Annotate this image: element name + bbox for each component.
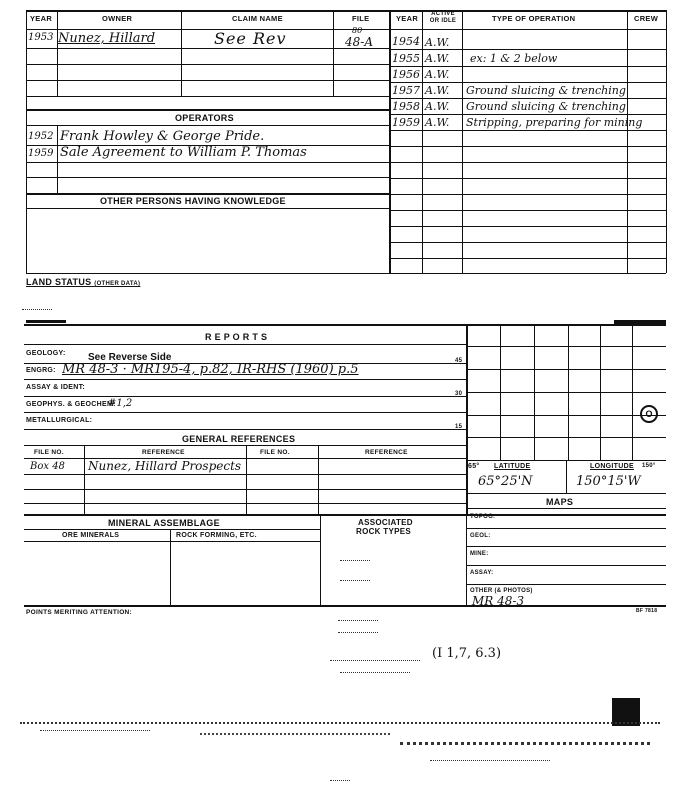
op-year: 1956 [392, 68, 420, 81]
ore-minerals-header: ORE MINERALS [62, 532, 120, 539]
engrg-label: ENGRG: [26, 367, 56, 374]
op-status: A.W. [425, 36, 450, 49]
associated-header: ASSOCIATED [358, 518, 413, 527]
header-active-idle: ACTIVE OR IDLE [429, 11, 457, 24]
longitude-deg: 150° [642, 463, 656, 469]
longitude-value: 150°15'W [576, 474, 641, 489]
operator-year: 1952 [28, 131, 54, 142]
reports-header: R E P O R T S [205, 332, 268, 342]
op-status: A.W. [425, 84, 450, 97]
header-claim-name: CLAIM NAME [232, 14, 283, 23]
op-year: 1957 [392, 84, 420, 97]
operator-year: 1959 [28, 148, 54, 159]
operators-header: OPERATORS [175, 113, 234, 123]
ref-file-no: Box 48 [30, 461, 65, 472]
ref-reference: Nunez, Hillard Prospects [88, 459, 242, 473]
geology-label: GEOLOGY: [26, 350, 66, 357]
header-owner: OWNER [102, 14, 133, 23]
geology-value: See Reverse Side [88, 352, 172, 363]
rock-types-header: ROCK TYPES [356, 527, 412, 536]
longitude-label: LONGITUDE [590, 463, 634, 470]
header-file: FILE [352, 14, 370, 23]
map-geol: GEOL: [470, 533, 491, 539]
header-year: YEAR [30, 14, 53, 23]
op-status: A.W. [425, 68, 450, 81]
other-persons-header: OTHER PERSONS HAVING KNOWLEDGE [100, 196, 286, 206]
map-topog: TOPOG: [470, 514, 496, 520]
op-type: Ground sluicing & trenching [466, 84, 626, 97]
map-mine: MINE: [470, 551, 489, 557]
geophys-label: GEOPHYS. & GEOCHEM: [26, 401, 116, 408]
scale-30: 30 [455, 391, 463, 397]
op-year: 1955 [392, 52, 420, 65]
mineral-assemblage-header: MINERAL ASSEMBLAGE [108, 518, 220, 528]
header-type-of-operation: TYPE OF OPERATION [492, 14, 576, 23]
map-other: OTHER (& PHOTOS) [470, 588, 533, 594]
latitude-value: 65°25'N [478, 474, 533, 489]
map-assay: ASSAY: [470, 570, 494, 576]
claim-year: 1953 [28, 32, 54, 43]
claim-name-value: See Rev [214, 29, 287, 48]
op-status: A.W. [425, 52, 450, 65]
circle-mark: O [640, 405, 658, 423]
reference-header: REFERENCE [142, 449, 185, 456]
reference-header-2: REFERENCE [365, 449, 408, 456]
operator-name: Frank Howley & George Pride. [60, 129, 265, 144]
handwritten-note: (I 1,7, 6.3) [432, 646, 502, 661]
form-number: BF 7818 [636, 608, 658, 614]
op-year: 1959 [392, 116, 420, 129]
maps-header: MAPS [546, 497, 574, 507]
latitude-deg: 65° [468, 463, 480, 470]
claim-file-top: 80 [352, 26, 363, 35]
claim-owner: Nunez, Hillard [58, 31, 156, 46]
file-no-header-2: FILE NO. [260, 449, 290, 456]
latitude-label: LATITUDE [494, 463, 531, 470]
op-status: A.W. [425, 116, 450, 129]
general-references-header: GENERAL REFERENCES [182, 434, 296, 444]
rock-forming-header: ROCK FORMING, ETC. [176, 532, 257, 539]
engrg-value: MR 48-3 · MR195-4, p.82, IR-RHS (1960) p.5 [62, 362, 359, 377]
scale-45: 45 [455, 358, 463, 364]
assay-label: ASSAY & IDENT: [26, 384, 86, 391]
op-type: ex: 1 & 2 below [470, 52, 558, 65]
metallurgical-label: METALLURGICAL: [26, 417, 93, 424]
op-year: 1958 [392, 100, 420, 113]
points-meriting-attention-label: POINTS MERITING ATTENTION: [26, 609, 133, 616]
header-year-right: YEAR [396, 14, 419, 23]
geophys-value: #1,2 [108, 398, 133, 409]
op-type: Stripping, preparing for mining [466, 116, 643, 129]
operator-name: Sale Agreement to William P. Thomas [60, 145, 307, 160]
op-type: Ground sluicing & trenching [466, 100, 626, 113]
op-year: 1954 [392, 35, 420, 48]
claim-file: 48-A [345, 35, 373, 49]
scale-15: 15 [455, 424, 463, 430]
map-other-value: MR 48-3 [472, 594, 525, 608]
header-crew: CREW [634, 14, 659, 23]
op-status: A.W. [425, 100, 450, 113]
land-status-label: LAND STATUS (OTHER DATA) [26, 277, 141, 287]
file-no-header: FILE NO. [34, 449, 64, 456]
